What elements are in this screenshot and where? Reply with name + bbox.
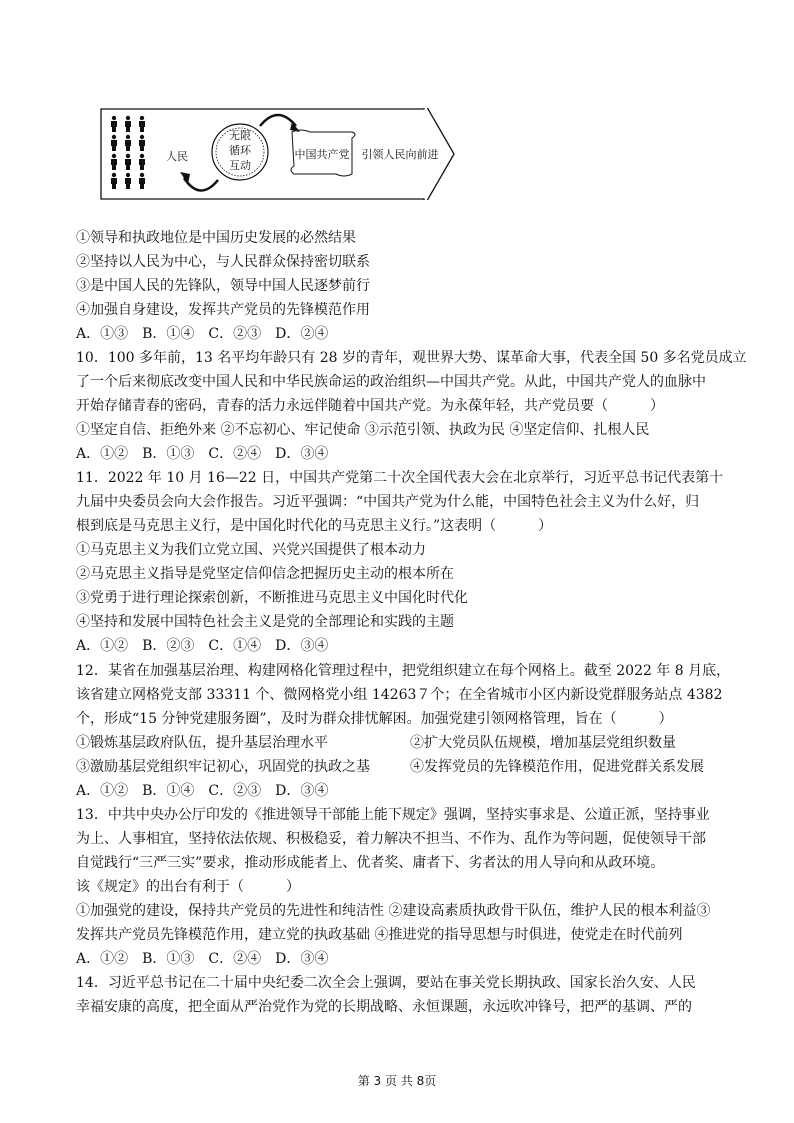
- q12-option-2: ②扩大党员队伍规模，增加基层党组织数量: [410, 735, 676, 751]
- q14-stem-2: 幸福安康的高度，把全面从严治党作为党的长期战略、永恒课题，永远吹冲锋号，把严的基调、严的: [76, 999, 692, 1015]
- people-label: 人民: [166, 150, 188, 163]
- person-icon: [125, 135, 131, 151]
- q13-answers: A．①② B．①③ C．②④ D．③④: [76, 951, 329, 967]
- q10-answers: A．①② B．①③ C．②④ D．③④: [76, 446, 329, 462]
- person-icon: [139, 116, 145, 132]
- person-icon: [111, 154, 117, 170]
- person-icon: [139, 154, 145, 170]
- arrow-to-people-icon: [184, 178, 218, 191]
- q12-stem-3: 个，形成“15 分钟党建服务圈”，及时为群众排忧解困。加强党建引领网格管理，旨在（ ）: [76, 711, 673, 727]
- q10-options: ①坚定自信、拒绝外来 ②不忘初心、牢记使命 ③示范引领、执政为民 ④坚定信仰、扎根人民: [76, 422, 650, 438]
- q9-option-2: ②坚持以人民为中心，与人民群众保持密切联系: [76, 254, 370, 270]
- cycle-label-3: 互动: [229, 159, 251, 172]
- person-icon: [111, 173, 117, 189]
- party-label: 中国共产党: [294, 148, 350, 161]
- q10-stem-3: 开始存储青春的密码，青春的活力永远伴随着中国共产党。为永葆年轻，共产党员要（ ）: [76, 398, 664, 414]
- q11-option-2: ②马克思主义指导是党坚定信仰信念把握历史主动的根本所在: [76, 566, 454, 582]
- q12-option-3: ③激励基层党组织牢记初心，巩固党的执政之基: [76, 759, 370, 775]
- person-icon: [111, 116, 117, 132]
- person-icon: [125, 116, 131, 132]
- person-icon: [139, 135, 145, 151]
- q9-option-3: ③是中国人民的先锋队，领导中国人民逐梦前行: [76, 278, 370, 294]
- q13-stem-4: 该《规定》的出台有利于（ ）: [76, 879, 300, 895]
- q9-option-1: ①领导和执政地位是中国历史发展的必然结果: [76, 230, 356, 246]
- q13-options-1: ①加强党的建设，保持共产党员的先进性和纯洁性 ②建设高素质执政骨干队伍，维护人民的根本利益③: [76, 903, 711, 919]
- q13-stem-1: 13．中共中央办公厅印发的《推进领导干部能上能下规定》强调，坚持实事求是、公道正派，坚持事业: [76, 807, 710, 823]
- cycle-label-2: 循环: [229, 144, 251, 157]
- page-footer: 第 3 页 共 8页: [357, 1074, 437, 1088]
- q10-stem-1: 10．100 多年前，13 名平均年龄只有 28 岁的青年，观世界大势、谋革命大事，代表全国 50 多名党员成立: [76, 350, 747, 366]
- q11-option-3: ③党勇于进行理论探索创新，不断推进马克思主义中国化时代化: [76, 590, 468, 606]
- q12-stem-1: 12．某省在加强基层治理、构建网格化管理过程中，把党组织建立在每个网格上。截至 2022 年 8 月底，: [76, 663, 731, 679]
- person-icon: [125, 154, 131, 170]
- q9-option-4: ④加强自身建设，发挥共产党员的先锋模范作用: [76, 302, 370, 318]
- cycle-label-1: 无限: [229, 129, 251, 142]
- q12-answers: A．①② B．①④ C．②③ D．③④: [76, 783, 329, 799]
- q13-stem-2: 为上、人事相宜，坚持依法依规、积极稳妥，着力解决不担当、不作为、乱作为等问题，促使领导干部: [76, 831, 706, 847]
- q12-stem-2: 该省建立网格党支部 33311 个、微网格党小组 14263７个；在全省城市小区内新设党群服务站点 4382: [76, 687, 723, 703]
- person-icon: [111, 135, 117, 151]
- q9-answers: A．①③ B．①④ C．②③ D．②④: [76, 326, 329, 342]
- q13-stem-3: 自觉践行“三严三实”要求，推动形成能者上、优者奖、庸者下、劣者汰的用人导向和从政环境。: [76, 855, 665, 871]
- q11-option-4: ④坚持和发展中国特色社会主义是党的全部理论和实践的主题: [76, 614, 454, 630]
- q13-options-2: 发挥共产党员先锋模范作用，建立党的执政基础 ④推进党的指导思想与时俱进，使党走在时代前列: [76, 927, 683, 943]
- q11-stem-2: 九届中央委员会向大会作报告。习近平强调：“中国共产党为什么能，中国特色社会主义为什么好，归: [76, 494, 700, 510]
- arrow-to-party-icon: [260, 115, 296, 126]
- q12-option-1: ①锻炼基层政府队伍，提升基层治理水平: [76, 735, 328, 751]
- q11-stem-3: 根到底是马克思主义行，是中国化时代化的马克思主义行。”这表明（ ）: [76, 518, 553, 534]
- arrow-label: 引领人民向前进: [361, 148, 439, 161]
- people-icon-group: [111, 116, 145, 189]
- q11-option-1: ①马克思主义为我们立党立国、兴党兴国提供了根本动力: [76, 542, 426, 558]
- q12-option-4: ④发挥党员的先锋模范作用，促进党群关系发展: [410, 759, 704, 775]
- q11-stem-1: 11．2022 年 10 月 16—22 日，中国共产党第二十次全国代表大会在北京举行，习近平总书记代表第十: [76, 470, 724, 486]
- q11-answers: A．①② B．②③ C．①④ D．③④: [76, 638, 329, 654]
- person-icon: [139, 173, 145, 189]
- party-people-diagram: [100, 108, 456, 200]
- person-icon: [125, 173, 131, 189]
- q10-stem-2: 了一个后来彻底改变中国人民和中华民族命运的政治组织—中国共产党。从此，中国共产党人的血脉中: [76, 374, 706, 390]
- q14-stem-1: 14．习近平总书记在二十届中央纪委二次全会上强调，要站在事关党长期执政、国家长治久安、人民: [76, 975, 696, 991]
